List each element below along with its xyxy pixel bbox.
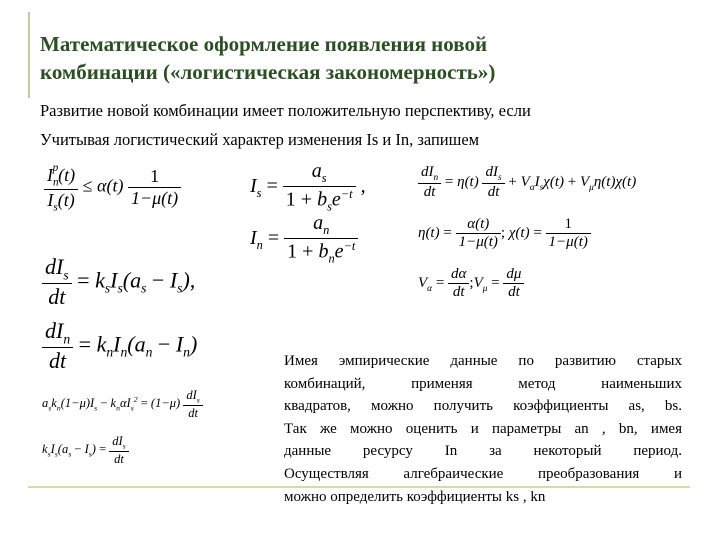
paragraph-line: Так же можно оценить и параметры an , bn, имея — [284, 420, 682, 437]
formula-is-logistic: $I_s$ = $\frac{a_s}{1 + b_se^{-t}}$ , — [250, 160, 366, 214]
title-line-1: Математическое оформление появления новой — [40, 32, 488, 56]
paragraph-line: Осуществляя алгебраические преобразования и — [284, 465, 682, 482]
formula-small-1: $a_sk_n(1-\mu)I_s - k_n\alpha I_s^2 = (1-\mu)$ $\frac{dI_s}{dt}$ — [42, 388, 203, 421]
intro-line-2: Учитывая логистический характер изменения Is и In, запишем — [40, 130, 480, 149]
explanation-paragraph — [284, 350, 682, 508]
formula-condition: $\frac{I_n^p(t)}{I_s(t)}$ ≤ α(t) $\frac{1}{1-\mu(t)}$ — [44, 162, 181, 213]
formula-small-2: $k_sI_s(a_s - I_s)$ = $\frac{dI_s}{dt}$ — [42, 434, 129, 467]
paragraph-line: можно определить коэффициенты ks , kn — [284, 488, 546, 505]
formula-in-logistic: $I_n$ = $\frac{a_n}{1 + b_ne^{-t}}$ — [250, 212, 358, 267]
formula-dis-eq: $\frac{dI_s}{dt}$ = $k_sI_s(a_s - I_s)$, — [42, 254, 195, 310]
intro-line-1: Развитие новой комбинации имеет положительную перспективу, если — [40, 101, 531, 120]
decor-vertical-line — [28, 12, 30, 98]
formula-eta-chi: η(t) = $\frac{\alpha(t)}{1-\mu(t)}$ ; χ(t) = $\frac{1}{1-\mu(t)}$ — [418, 216, 591, 251]
formula-din-dt: $\frac{dI_n}{dt}$ = η(t) $\frac{dI_s}{dt}$ + $V_\alpha I_s\chi(t) + V_\mu\eta(t)\chi(t)$ — [418, 164, 636, 201]
formula-v-rates: $V_\alpha$ = $\frac{d\alpha}{dt}$ $;V_\mu$ = $\frac{d\mu}{dt}$ — [418, 266, 524, 301]
formula-din-eq: $\frac{dI_n}{dt}$ = $k_nI_n(a_n - I_n)$ — [42, 318, 197, 374]
paragraph-line: квадратов, можно получить коэффициенты as, bs. — [284, 398, 682, 415]
intro-text — [40, 96, 531, 154]
paragraph-line: данные ресурсу In за некоторый период. — [284, 443, 682, 460]
slide-title — [40, 30, 690, 86]
paragraph-line: Имея эмпирические данные по развитию старых — [284, 353, 682, 369]
paragraph-line: комбинаций, применяя метод наименьших — [284, 375, 682, 392]
title-line-2: комбинации («логистическая закономерность») — [40, 60, 496, 84]
